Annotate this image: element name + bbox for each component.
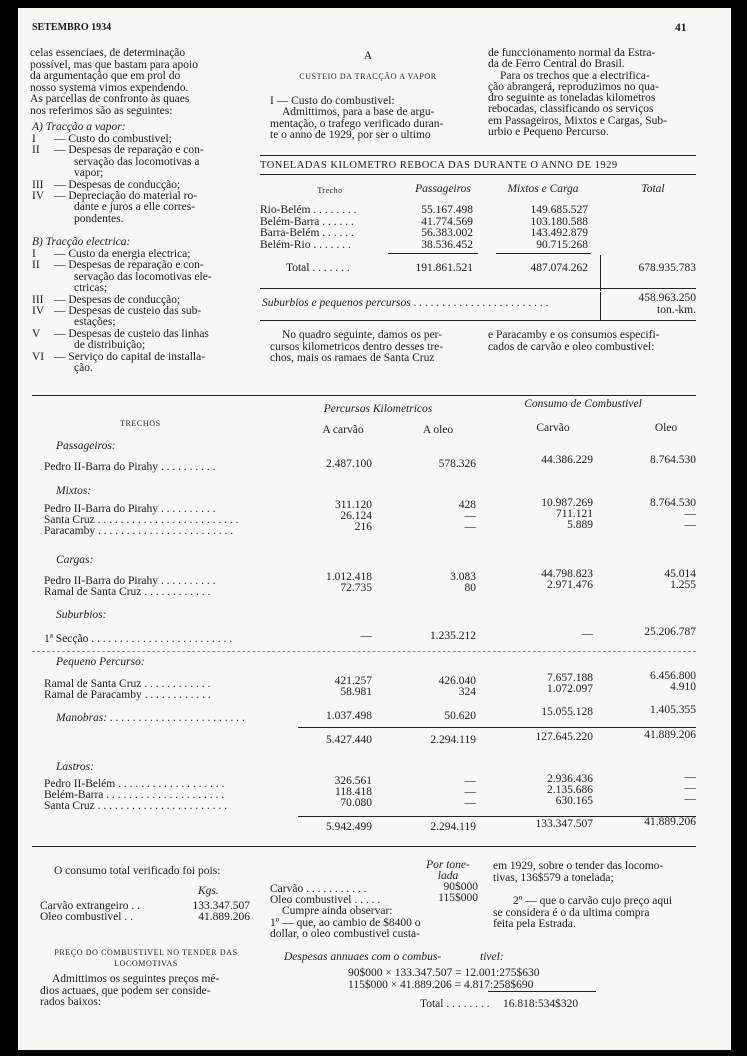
cells: 2.936.436 2.135.686 630.165 [547,773,593,807]
table1-title: TONELADAS KILOMETRO REBOCA DAS DURANTE O ANNO DE 1929 [260,160,618,171]
rule [496,253,591,254]
total-cell: 2.294.119 [430,821,476,833]
price-values: 90$000 115$000 [438,881,478,904]
cells: 6.456.800 4.910 [650,670,696,693]
cells: 428 — — [458,499,476,533]
table1-total-p: 191.861.521 [415,262,473,274]
cells: 44.798.823 2.971.476 [541,568,593,591]
subtotal-cell: 127.645.220 [535,731,593,743]
cell: 8.764.530 [650,454,696,466]
col-header: Oleo [654,422,678,434]
calc-rows: 90$000 × 133.347.507 = 12.001:275$630 115$000 × 41.889.206 = 4.817:258$690 [348,967,540,991]
row-names: Pedro II-Belém . . . . . . . . . . . . . . . . . . . Belém-Barra . . . . . . . . . . . . . . . . . . . . . Santa Cruz . . . . . . . . . . . . . . . . . . . . . . . [44,778,228,812]
section-head: Suburbios: [56,609,107,621]
table1-total-label: Total . . . . . . . [286,262,350,274]
rule [32,651,696,652]
section-heading: CUSTEIO DA TRACÇÃO A VAPOR [299,72,437,81]
subtotal-cell: 41.889.206 [644,729,696,741]
suburbs-unit: ton.-km. [657,304,696,316]
cells: 326.561 118.418 70.080 [334,775,372,809]
price-text: Admittimos os seguintes preços mé- dios actuaes, que podem ser conside- rados baixos: [40,973,220,1008]
section-head: Cargas: [56,554,94,566]
col-header: A oleo [422,424,454,436]
cell: 50.620 [444,710,476,722]
section-b-heading: B) Tracção electrica: [32,236,131,248]
cells: — — — [464,775,476,809]
section-a-heading: A) Tracção a vapor: [32,121,126,133]
section-b-list: I — Custo da energia electrica; II — Despesas de reparação e con- servação das locomotivas ele- ctricas; III — Despesas de conducção; IV — Despesas de custeio das sub- estações; V — Despesas de custeio das linhas de distribuição; VI — Serviço do capital de installa- ção. [32,248,212,375]
table1-mixtos: 149.685.527 103.180.588 143.492.879 90.715.268 [530,204,588,251]
cell: — [360,630,372,642]
group-header: Percursos Kilometricos [323,403,433,415]
cell: 1.405.355 [650,704,696,716]
cells: 421.257 58.981 [334,675,372,698]
calc-total: 16.818:534$320 [503,998,579,1010]
text-line: da argumentação que em prol do [30,70,181,82]
subtotal-cell: 2.294.119 [430,734,476,746]
cell: 44.386.229 [541,454,593,466]
cell: 2.487.100 [326,458,372,470]
table1-passageiros: 55.167.498 41.774.569 56.383.002 38.536.452 [421,204,473,251]
col-header: Total [641,183,665,195]
per-ton-header: Por tone- [426,859,470,871]
text-line: nos referimos são as seguintes: [30,104,173,117]
cell: 25.206.787 [644,626,696,638]
row-names: Pedro II-Barra do Pirahy . . . . . . . . . . Santa Cruz . . . . . . . . . . . . . . . . . . . . . . . . . Paracamby . . . . . . . . . . . . . . . . . . . . . . . . [44,503,239,537]
cells: 8.764.530 — — [650,497,696,531]
cells: 7.657.188 1.072.097 [547,672,593,695]
document-page [18,8,731,1050]
kgs-label: Kgs. [198,885,219,897]
cells: 1.012.418 72.735 [326,571,372,594]
suburbs-value: 458.963.250 [638,292,696,304]
cells: — — — [684,771,696,805]
section-head: Passageiros: [56,440,116,452]
cell: 1.037.498 [326,710,372,722]
price-names: Carvão . . . . . . . . . . . Oleo combustivel . . . . . [270,883,381,906]
row-names: Ramal de Santa Cruz . . . . . . . . . . . . Ramal de Paracamby . . . . . . . . . . . . [44,678,211,701]
table1-names: Rio-Belém . . . . . . . . Belém-Barra . . . . . . Barra-Belém . . . . . . Belém-Rio . . . . . . . [260,204,357,251]
col3-bottom-text: em 1929, sobre o tender das locomo- tivas, 136$579 a tonelada; 2º — que o carvão cujo preço aqui se considera é o da ultima compra feita pela Estrada. [493,860,673,930]
row-names: Pedro II-Barra do Pirahy . . . . . . . . . . Ramal de Santa Cruz . . . . . . . . . . . . [44,575,216,598]
rule [298,727,696,728]
para2-right: e Paracamby e os consumos especifi- cados de carvão e oleo combustivel: [488,329,660,353]
col-header: Passageiros [415,183,471,195]
rule [600,255,601,291]
running-header: SETEMBRO 1934 [32,22,112,33]
group-header: Consumo de Combustivel [524,398,642,410]
page-number: 41 [675,22,687,34]
cell: 578.326 [438,458,476,470]
col2-text [270,107,443,142]
text-line: mentação, o trafego verificado duran- [270,117,444,130]
cells: 45.014 1.255 [664,568,696,591]
text-line: te o anno de 1929, por ser o ultimo [270,129,431,141]
text-line: nosso systema vimos expendendo. [30,81,189,94]
section-letter: A [363,50,373,62]
total-cell: 5.942.499 [326,821,372,833]
text-line: Admittimos, para a base de argu- [282,106,435,118]
section-head: Mixtos: [56,485,92,497]
cell: 15.055.128 [541,706,593,718]
cells: 311.120 26.124 216 [335,499,372,533]
text-line: celas essenciaes, de determinação [30,47,186,59]
price-heading-1: PREÇO DO COMBUSTIVEL NO TENDER DAS [54,948,238,957]
text-line: As parcellas de confronto às quaes [30,93,190,105]
row-name: 1ª Secção . . . . . . . . . . . . . . . . . . . . . . . . . [44,633,233,645]
col3-text: de funccionamento normal da Estra- da de Ferro Central do Brasil. Para os trechos que a electrifica- ção abrangerá, reproduzimos no qua- dro seguinte as toneladas kilometros rebocadas, classificando os serviços em Passageiros, Mixtos e Cargas, Sub- urbio e Pequeno Percurso. [488,47,667,139]
section-head: Pequeno Percurso: [56,656,145,668]
calc-title: Despesas annuaes com o combus- tivel: [284,951,504,963]
consumo-names: Carvão extrangeiro . . Oleo combustivel . . [40,900,140,923]
cells: 3.083 80 [450,571,476,594]
cells: 426.040 324 [438,675,476,698]
rule [488,991,596,992]
col-header: Carvão [536,422,570,434]
consumo-intro: O consumo total verificado foi pois: [54,865,221,877]
rule [260,174,696,175]
section-a-list: I — Custo do combustivel; II — Despesas de reparação e con- servação das locomotivas a vapor; III — Despesas de conducção; IV — Depreciação do material ro- dante e juros a elle corres- pondentes. [32,133,204,225]
rule [388,253,478,254]
table1-total-all: 678.935.783 [638,262,696,274]
rule [260,320,696,321]
per-ton-header: lada [437,870,459,882]
rule [260,155,696,156]
col1-intro [30,48,198,117]
rule [600,292,601,320]
total-cell: 133.347.507 [535,818,593,830]
cell: — [581,628,593,640]
table1-total-m: 487.074.262 [530,262,588,274]
subsection-heading: I — Custo do combustivel: [270,95,395,107]
col-header: Trecho [317,186,343,195]
observe-text: Cumpre ainda observar: 1º — que, ao cambio de $8400 o dollar, o oleo combustivel custa- [270,905,421,940]
rule [32,395,696,396]
para2-left: No quadro seguinte, damos os per- cursos kilometricos dentro desses tre- chos, mais os ramaes de Santa Cruz [270,329,444,364]
cell: 1.235.212 [430,630,476,642]
row-name: Pedro II-Barra do Pirahy . . . . . . . . . . [44,461,216,473]
section-head: Lastros: [56,761,94,773]
col-header: Mixtos e Carga [507,183,579,195]
cells: 10.987.269 711.121 5.889 [541,497,593,531]
trechos-label: TRECHOS [120,419,161,428]
col-header: A carvão [322,424,364,436]
consumo-values: 133.347.507 41.889.206 [192,900,250,923]
rule [260,288,696,289]
calc-total-label: Total . . . . . . . . [420,998,490,1010]
manobras-label: Manobras: . . . . . . . . . . . . . . . . . . . . . . . . [56,712,246,724]
total-cell: 41.889.206 [644,816,696,828]
suburbs-label: Suburbios e pequenos percursos . . . . . . . . . . . . . . . . . . . . . . . . [262,297,549,309]
subtotal-cell: 5.427.440 [326,734,372,746]
price-heading-2: LOCOMOTIVAS [114,959,178,968]
text-line: possível, mas que bastam para apoio [30,58,198,71]
rule [32,846,696,847]
